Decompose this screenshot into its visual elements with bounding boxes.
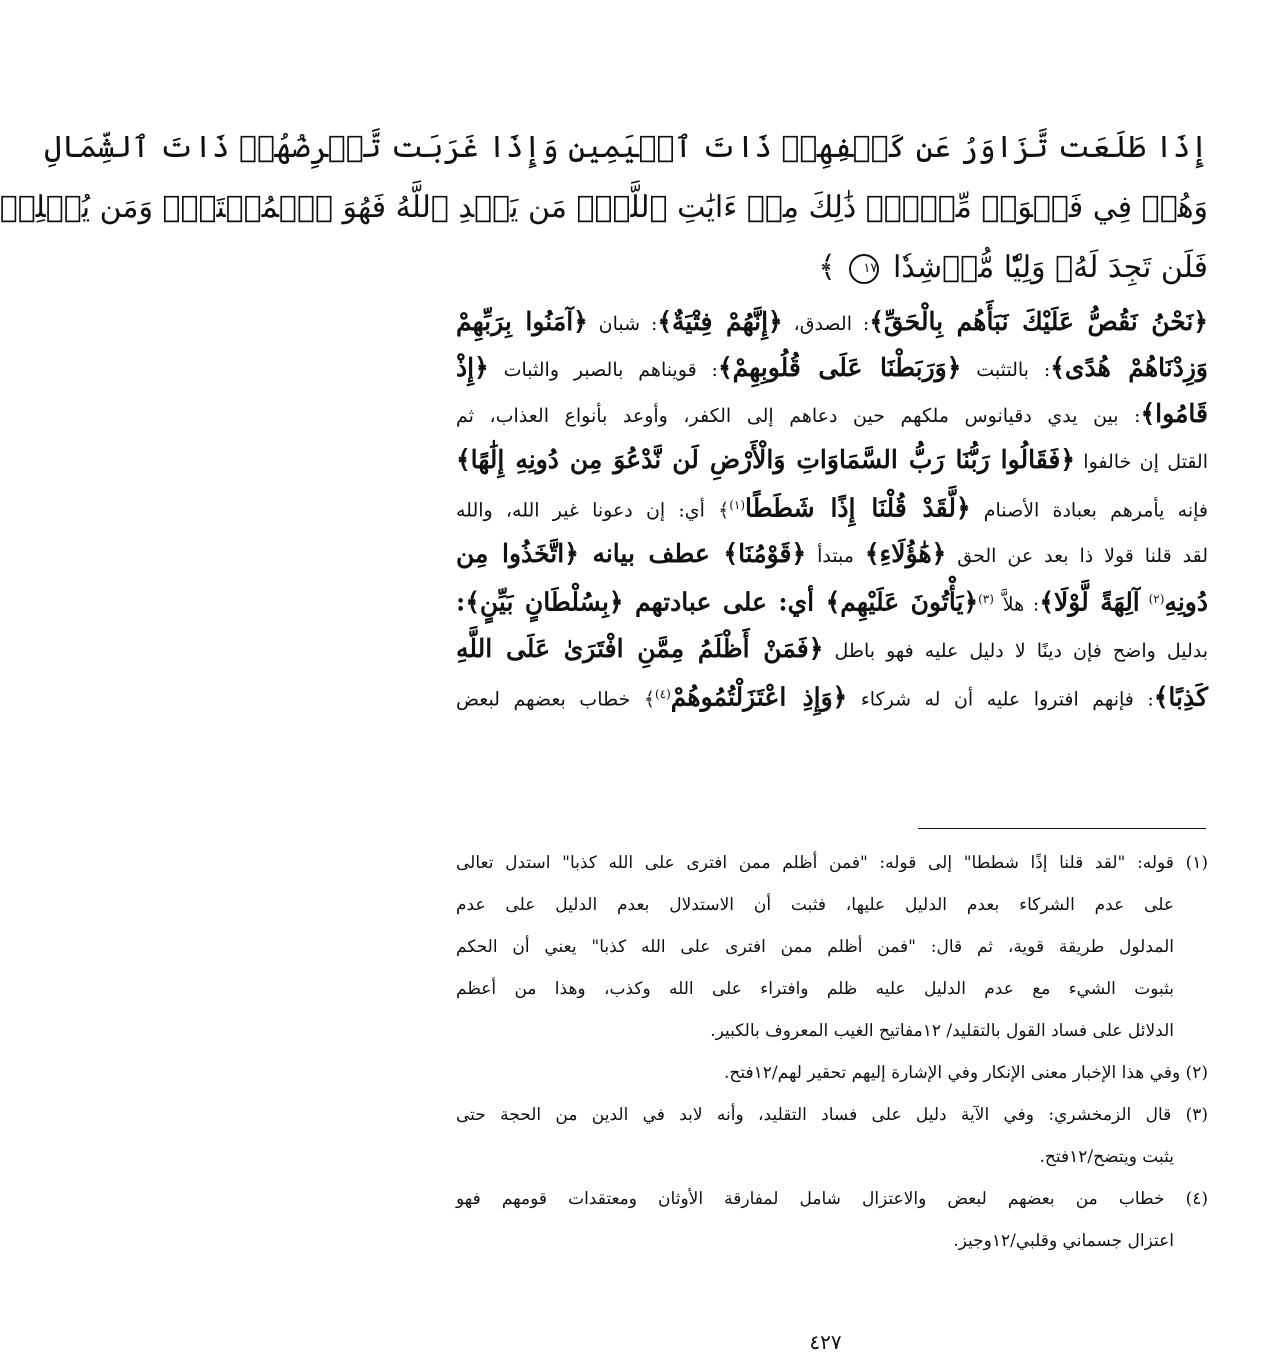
footnote-1-line: المدلول طريقة قوية، ثم قال: "فمن أظلم ممن افترى على الله كذبا" يعني أن الحكم	[456, 937, 1174, 957]
main-text	[0, 118, 1209, 721]
quote: ﴿إِنَّهُمْ فِتْيَةٌ﴾	[657, 307, 783, 336]
footnote-4-line: اعتزال جسماني وقلبي/١٢وجيز.	[953, 1231, 1174, 1251]
footnotes	[456, 842, 1208, 1262]
gloss: لقد قلنا قولا ذا بعد عن الحق	[946, 545, 1208, 568]
gloss: ﴾ أي: إن دعونا غير الله، والله	[456, 499, 730, 522]
commentary-line	[456, 627, 1208, 673]
footnote-1-line: (١) قوله: "لقد قلنا إذًا شططا" إلى قوله: "فمن أظلم ممن افترى على الله كذبا" استدل تعالى	[456, 853, 1208, 873]
quote: كَذِبًا﴾	[1153, 681, 1209, 711]
quote: ﴿نَحْنُ نَقُصُّ عَلَيْكَ نَبَأَهُم بِالْحَقِّ﴾	[869, 307, 1208, 336]
gloss: مبتدأ	[806, 545, 865, 568]
gloss: : بين يدي دقيانوس ملكهم حين دعاهم إلى الكفر، وأوعد بأنواع العذاب، ثم	[456, 405, 1141, 427]
gloss: : الصدق،	[782, 313, 870, 335]
gloss: : شبان	[587, 313, 658, 335]
footnote-3-line: يثبت ويتضح/١٢فتح.	[1039, 1147, 1174, 1167]
gloss: : هلاَّ	[993, 593, 1040, 616]
commentary-line	[456, 438, 1208, 484]
verse-line	[456, 238, 1208, 298]
footnote-ref[interactable]: (٣)	[978, 592, 994, 607]
quote: ﴿إِذْ	[456, 353, 489, 382]
footnote-ref[interactable]: (٢)	[1148, 592, 1165, 607]
quote: ﴿قَوْمُنَا﴾ عطف بيانه ﴿اتَّخَذُوا مِن	[456, 539, 807, 569]
quote: ﴿فَقَالُوا رَبُّنَا رَبُّ السَّمَاوَاتِ وَالْأَرْضِ لَن نَّدْعُوَ مِن دُونِهِ إِلَٰهًا﴾	[456, 445, 1075, 474]
footnote-ref[interactable]: (١)	[729, 498, 746, 512]
commentary-line	[456, 484, 1208, 532]
commentary-line	[456, 532, 1208, 578]
verse-number-marker: ١٧	[849, 254, 879, 284]
quote: قَامُوا﴾	[1140, 399, 1208, 428]
quote: ﴿آمَنُوا بِرَبِّهِمْ	[456, 307, 588, 336]
footnote-2-line: (٢) وفي هذا الإخبار معنى الإنكار وفي الإشارة إليهم تحقير لهم/١٢فتح.	[724, 1063, 1208, 1083]
footnote-1-line: بثبوت الشيء مع عدم الدليل عليه ظلم وافتراء على الله وكذب، وهذا من أعظم	[456, 979, 1174, 999]
footnote-ref[interactable]: (٤)	[654, 686, 671, 701]
footnote-1-line: على عدم الشركاء بعدم الدليل عليها، فثبت أن الاستدلال بعدم الدليل على عدم	[456, 895, 1174, 915]
verse-text: فَلَن تَجِدَ لَهُۥ وَلِيّٗا مُّرۡشِدٗا	[892, 250, 1208, 285]
footnote-separator	[918, 828, 1206, 829]
quran-verse	[0, 118, 1208, 298]
quote: آلِهَةً لَّوْلَا﴾	[1039, 587, 1140, 617]
gloss: : بالتثبت	[961, 359, 1051, 381]
quote: ﴿وَإِذِ اعْتَزَلْتُمُوهُمْ	[670, 681, 848, 711]
verse-line: وَهُمۡ فِي فَجۡوَةٖ مِّنۡهُۚ ذَٰلِكَ مِنۡ ءَايَٰتِ ٱللَّهِۗ مَن يَهۡدِ ٱللَّهُ فَهُوَ ٱلۡمُهۡتَدِۖ وَمَن يُضۡلِلۡ	[0, 190, 1208, 225]
commentary-line	[456, 392, 1208, 438]
verse-close-bracket: ﴾	[818, 250, 836, 285]
commentary	[456, 300, 1208, 721]
quote: ﴿فَمَنْ أَظْلَمُ مِمَّنِ افْتَرَىٰ عَلَى اللَّهِ	[456, 633, 824, 663]
gloss	[1140, 594, 1149, 616]
commentary-line	[456, 578, 1208, 626]
gloss: القتل إن خالفوا	[1074, 451, 1208, 473]
quote: دُونِهِ	[1164, 587, 1208, 617]
gloss: بدليل واضح فإن دينًا لا دليل عليه فهو باطل	[823, 639, 1208, 662]
gloss: : فإنهم افتروا عليه أن له شركاء	[847, 687, 1154, 710]
commentary-line	[456, 300, 1208, 346]
quote: ﴿هَٰؤُلَاءِ﴾	[864, 539, 947, 569]
verse-line: إِذَا طَلَعَت تَّزَاوَرُ عَن كَهۡفِهِمۡ ذَاتَ ٱلۡيَمِينِ وَإِذَا غَرَبَت تَّقۡرِضُهُمۡ ذَاتَ ٱلشِّمَالِ	[44, 130, 1208, 165]
footnote-3-line: (٣) قال الزمخشري: وفي الآية دليل على فساد التقليد، وأنه لابد في الدين من الحجة حتى	[456, 1105, 1208, 1125]
quote: ﴿وَرَبَطْنَا عَلَى قُلُوبِهِمْ﴾	[717, 353, 962, 382]
commentary-line	[456, 673, 1208, 721]
commentary-line	[456, 346, 1208, 392]
quote: ﴿لَّقَدْ قُلْنَا إِذًا شَطَطًا	[745, 493, 971, 523]
page-number: ٤٢٧	[809, 1330, 842, 1354]
quote: ﴿يَأْتُونَ عَلَيْهِم﴾ أي: على عبادتهم ﴿بِسُلْطَانٍ بَيِّنٍ﴾:	[456, 587, 979, 617]
quote: وَزِدْنَاهُمْ هُدًى﴾	[1050, 353, 1208, 382]
footnote-4-line: (٤) خطاب من بعضهم لبعض والاعتزال شامل لمفارقة الأوثان ومعتقدات قومهم فهو	[456, 1189, 1208, 1209]
gloss: : قويناهم بالصبر والثبات	[488, 359, 718, 381]
gloss: فإنه يأمرهم بعبادة الأصنام	[970, 499, 1208, 522]
footnote-1-line: الدلائل على فساد القول بالتقليد/ ١٢مفاتيح الغيب المعروف بالكبير.	[710, 1021, 1174, 1041]
gloss: ﴾ خطاب بعضهم لبعض	[456, 687, 655, 710]
